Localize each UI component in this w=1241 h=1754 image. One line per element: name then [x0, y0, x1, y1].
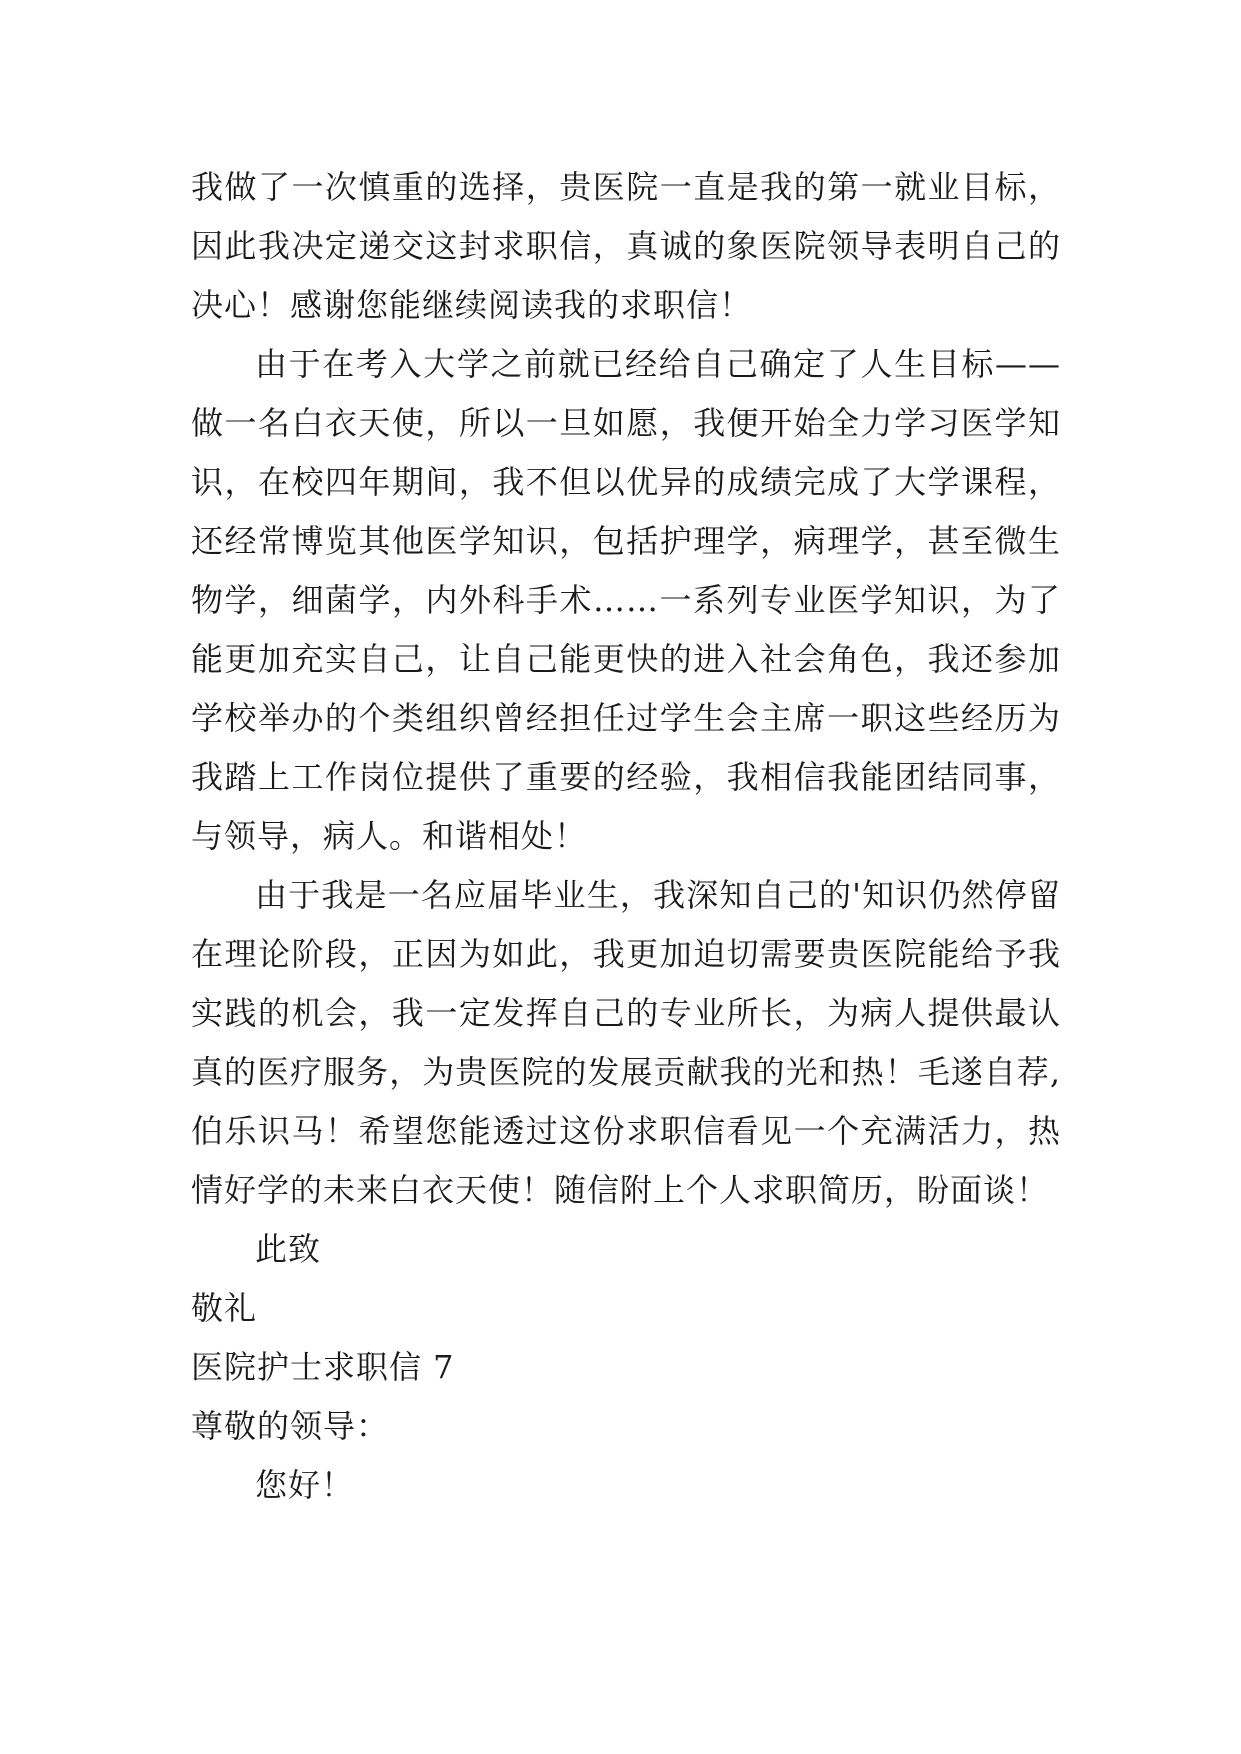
salute-line: 敬礼 — [191, 1289, 258, 1327]
paragraph-1: 我做了一次慎重的选择，贵医院一直是我的第一就业目标，因此我决定递交这封求职信，真诚的象医院领导表明自己的决心！感谢您能继续阅读我的求职信！ — [191, 168, 1061, 324]
paragraph-3: 由于我是一名应届毕业生，我深知自己的'知识仍然停留在理论阶段，正因为如此，我更加迫切需要贵医院能给予我实践的机会，我一定发挥自己的专业所长，为病人提供最认真的医疗服务，为贵医院的发展贡献我的光和热！毛遂自荐,伯乐识马！希望您能透过这份求职信看见一个充满活力，热情好学的未来白衣天使！随信附上个人求职简历，盼面谈！ — [191, 876, 1061, 1209]
section-title: 医院护士求职信 7 — [191, 1348, 455, 1386]
hello-line: 您好！ — [255, 1466, 355, 1504]
letter-body — [191, 158, 1061, 1515]
greeting-line: 尊敬的领导： — [191, 1407, 390, 1445]
paragraph-2: 由于在考入大学之前就已经给自己确定了人生目标——做一名白衣天使，所以一旦如愿，我便开始全力学习医学知识，在校四年期间，我不但以优异的成绩完成了大学课程，还经常博览其他医学知识，包括护理学，病理学，甚至微生物学，细菌学，内外科手术……一系列专业医学知识，为了能更加充实自己，让自己能更快的进入社会角色，我还参加学校举办的个类组织曾经担任过学生会主席一职这些经历为我踏上工作岗位提供了重要的经验，我相信我能团结同事，与领导，病人。和谐相处！ — [191, 345, 1061, 855]
closing-line: 此致 — [255, 1230, 322, 1268]
